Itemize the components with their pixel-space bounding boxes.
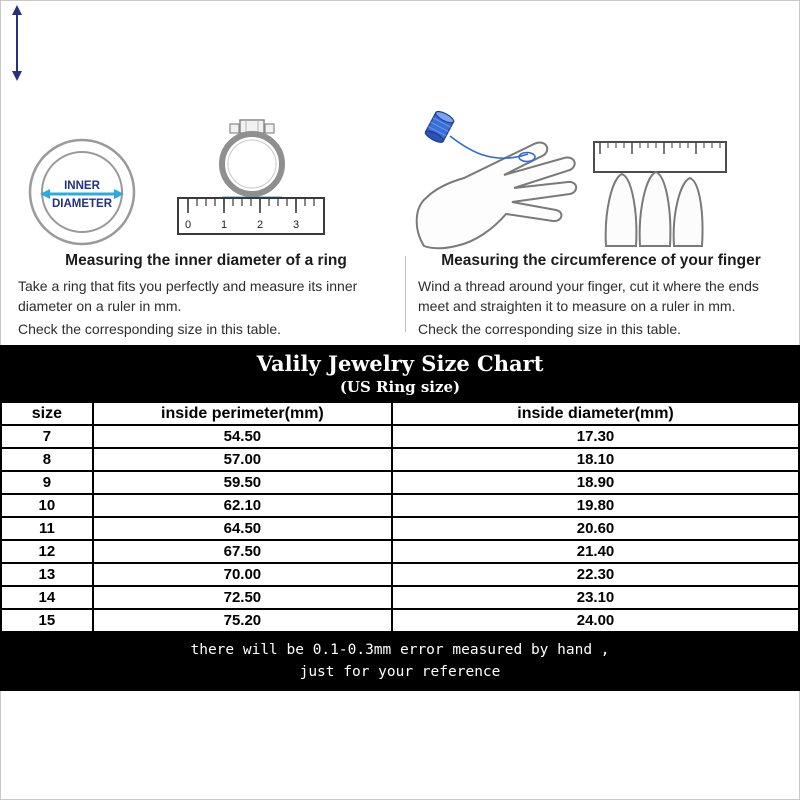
chart-subtitle: (US Ring size) [339,378,461,396]
diameter-cell: 20.60 [392,517,799,540]
diameter-cell: 21.40 [392,540,799,563]
ruler-number: 1 [220,219,228,231]
chart-title: Valily Jewelry Size Chart [256,351,544,376]
ruler [594,142,726,172]
perimeter-cell: 67.50 [93,540,392,563]
diameter-cell: 18.90 [392,471,799,494]
size-cell: 10 [1,494,93,517]
ruler [178,198,324,234]
perimeter-column-header: inside perimeter(mm) [93,402,392,425]
diameter-column-header: inside diameter(mm) [392,402,799,425]
ruler-number: 2 [256,219,264,231]
size-cell: 11 [1,517,93,540]
table-row [1,517,799,540]
fingers-on-ruler-illustration [590,126,732,248]
hand-with-thread-illustration [406,108,598,260]
right-instructions-panel [418,252,784,340]
perimeter-cell: 57.00 [93,448,392,471]
left-panel-heading: Measuring the inner diameter of a ring [65,252,347,269]
fingertips [606,172,703,246]
ruler-number: 3 [292,219,300,231]
table-row [1,494,799,517]
size-cell: 7 [1,425,93,448]
left-instructions-panel [18,252,394,340]
size-cell: 8 [1,448,93,471]
ring-on-ruler-illustration [166,112,330,244]
table-header-row [1,402,799,425]
right-panel-check-line: Check the corresponding size in this table. [418,320,682,337]
perimeter-cell: 64.50 [93,517,392,540]
table-row [1,563,799,586]
diameter-cell: 22.30 [392,563,799,586]
diameter-cell: 18.10 [392,448,799,471]
chart-footer-note [0,633,800,691]
perimeter-cell: 72.50 [93,586,392,609]
inner-label: INNER [64,180,100,192]
table-row [1,540,799,563]
size-cell: 13 [1,563,93,586]
left-panel-check-line: Check the corresponding size in this table. [18,320,282,337]
table-row [1,609,799,632]
perimeter-cell: 59.50 [93,471,392,494]
diameter-label: DIAMETER [51,198,113,210]
footer-line-1: there will be 0.1-0.3mm error measured by hand , [190,642,610,658]
diameter-cell: 19.80 [392,494,799,517]
ring-band-inner-edge [228,140,276,188]
inner-circle [42,152,122,232]
perimeter-cell: 75.20 [93,609,392,632]
size-cell: 9 [1,471,93,494]
size-cell: 15 [1,609,93,632]
right-panel-heading: Measuring the circumference of your finger [441,252,761,269]
size-column-header: size [1,402,93,425]
diameter-cell: 23.10 [392,586,799,609]
table-row [1,425,799,448]
thread-spool-icon [424,109,455,144]
ring-band [222,134,282,194]
table-row [1,586,799,609]
panel-divider [405,256,406,332]
table-row [1,471,799,494]
table-row [1,448,799,471]
vertical-arrow-icon [8,4,26,82]
size-chart-section [0,345,800,691]
ruler-number: 0 [184,219,192,231]
size-chart-table [0,401,800,633]
perimeter-cell: 54.50 [93,425,392,448]
footer-line-2: just for your reference [299,664,501,680]
size-cell: 12 [1,540,93,563]
left-panel-body: Take a ring that fits you perfectly and measure its inner diameter on a ruler in mm. [18,278,358,314]
perimeter-cell: 70.00 [93,563,392,586]
right-panel-body: Wind a thread around your finger, cut it where the ends meet and straighten it to measure on a ruler in mm. [418,278,759,314]
diameter-cell: 17.30 [392,425,799,448]
ring-inner-diameter-illustration [26,136,138,248]
diameter-cell: 24.00 [392,609,799,632]
perimeter-cell: 62.10 [93,494,392,517]
size-cell: 14 [1,586,93,609]
